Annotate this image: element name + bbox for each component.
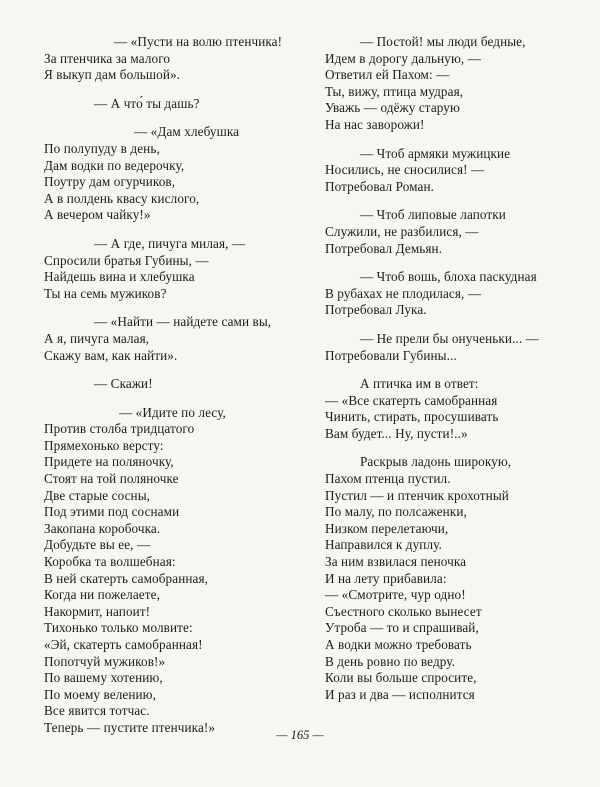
- verse-line: На нас заворожи!: [325, 116, 425, 132]
- verse-line: Добудьте вы ее, —: [44, 537, 151, 553]
- verse-line: Утроба — то и спрашивай,: [325, 620, 479, 636]
- verse-line: Все явится тотчас.: [44, 703, 150, 719]
- verse-line: Уважь — одёжу старую: [325, 100, 460, 116]
- verse-line: По малу, по полсаженки,: [325, 504, 467, 520]
- verse-line: Прямехонько версту:: [44, 437, 164, 453]
- verse-line: Съестного сколько вынесет: [325, 603, 482, 619]
- stanza: [44, 34, 294, 84]
- verse-line: Я выкуп дам большой».: [44, 67, 181, 83]
- verse-line: Идем в дорогу дальную, —: [325, 50, 482, 66]
- verse-line: Стоят на той поляночке: [44, 471, 179, 487]
- verse-line: Попотчуй мужиков!»: [44, 653, 166, 669]
- stanza: [325, 207, 565, 257]
- verse-line: — «Идите по лесу,: [119, 404, 226, 420]
- stanza: [44, 405, 294, 737]
- verse-line: Потребовали Губины...: [325, 347, 457, 363]
- verse-line: По моему велению,: [44, 686, 157, 702]
- page-number: — 165 —: [276, 728, 324, 742]
- verse-line: — «Все скатерть самобранная: [325, 392, 498, 408]
- verse-line: Две старые сосны,: [44, 487, 151, 503]
- verse-line: Придете на поляночку,: [44, 454, 174, 470]
- verse-line: Служили, не разбилися, —: [325, 223, 479, 239]
- verse-line: Теперь — пустите птенчика!»: [44, 719, 216, 735]
- verse-line: В день ровно по ведру.: [325, 653, 456, 669]
- verse-line: — Чтоб липовые лапотки: [360, 207, 506, 223]
- verse-line: — «Смотрите, чур одно!: [325, 587, 466, 603]
- verse-line: — А что́ ты дашь?: [94, 95, 200, 111]
- verse-line: — А где, пичуга милая, —: [94, 235, 246, 251]
- verse-line: Направился к дуплу.: [325, 537, 442, 553]
- verse-line: Чинить, стирать, просушивать: [325, 409, 499, 425]
- verse-line: Спросили братья Губины, —: [44, 252, 209, 268]
- stanza: [44, 96, 294, 113]
- verse-line: Потребовал Демьян.: [325, 240, 443, 256]
- left-text-column: [44, 34, 294, 749]
- verse-line: — Не прели бы онученьки... —: [360, 330, 539, 346]
- verse-line: В рубахах не плодилася, —: [325, 285, 482, 301]
- verse-line: Под этими под соснами: [44, 504, 180, 520]
- verse-line: Раскрыв ладонь широкую,: [360, 454, 512, 470]
- verse-line: В ней скатерть самобранная,: [44, 570, 209, 586]
- verse-line: — «Пусти на волю птенчика!: [114, 34, 283, 49]
- verse-line: — Чтоб вошь, блоха паскудная: [360, 269, 537, 285]
- stanza: [325, 34, 565, 134]
- verse-line: Тихонько только молвите:: [44, 620, 193, 636]
- verse-line: Носились, не сносилися! —: [325, 162, 485, 178]
- verse-line: Дам водки по ведерочку,: [44, 157, 185, 173]
- verse-line: За птенчика за малого: [44, 50, 171, 66]
- stanza: [325, 331, 565, 364]
- verse-line: Ты, вижу, птица мудрая,: [325, 83, 464, 99]
- verse-line: Поутру дам огурчиков,: [44, 174, 176, 190]
- verse-line: А птичка им в ответ:: [360, 376, 479, 392]
- stanza: [325, 146, 565, 196]
- verse-line: За ним взвилася пеночка: [325, 554, 467, 570]
- verse-line: По вашему хотению,: [44, 670, 163, 686]
- verse-line: — «Найти — найдете сами вы,: [94, 314, 272, 330]
- verse-line: Найдешь вина и хлебушка: [44, 269, 195, 285]
- verse-line: Потребовал Лука.: [325, 302, 427, 318]
- verse-line: — Скажи!: [94, 376, 153, 392]
- stanza: [44, 314, 294, 364]
- verse-line: Пахом птенца пустил.: [325, 471, 451, 487]
- verse-line: А вечером чайку!»: [44, 207, 151, 223]
- verse-line: «Эй, скатерть самобранная!: [44, 637, 203, 652]
- verse-line: Коробка та волшебная:: [44, 554, 176, 570]
- verse-line: Скажу вам, как найти».: [44, 347, 178, 363]
- verse-line: — Чтоб армяки мужицкие: [360, 145, 511, 161]
- stanza: [325, 376, 565, 442]
- verse-line: А я, пичуга малая,: [44, 330, 150, 346]
- verse-line: Потребовал Роман.: [325, 178, 435, 194]
- verse-line: Низком перелетаючи,: [325, 520, 449, 536]
- verse-line: Закопана коробочка.: [44, 520, 161, 536]
- verse-line: Когда ни пожелаете,: [44, 587, 160, 603]
- verse-line: Накормит, напоит!: [44, 603, 151, 619]
- stanza: [44, 376, 294, 393]
- verse-line: Ответил ей Пахом: —: [325, 67, 450, 83]
- stanza: [44, 236, 294, 302]
- verse-line: И раз и два — исполнится: [325, 686, 475, 702]
- verse-line: Против столба тридцатого: [44, 421, 195, 437]
- verse-line: — «Дам хлебушка: [134, 124, 240, 140]
- stanza: [325, 269, 565, 319]
- verse-line: А в полдень квасу кислого,: [44, 190, 200, 206]
- verse-line: Коли вы больше спросите,: [325, 670, 477, 686]
- stanza: [325, 454, 565, 703]
- stanza: [44, 124, 294, 224]
- verse-line: Пустил — и птенчик крохотный: [325, 487, 509, 503]
- verse-line: Вам будет... Ну, пусти!..»: [325, 425, 468, 441]
- verse-line: Ты на семь мужиков?: [44, 285, 167, 301]
- verse-line: А водки можно требовать: [325, 637, 472, 652]
- verse-line: По полупуду в день,: [44, 140, 160, 156]
- verse-line: И на лету прибавила:: [325, 570, 447, 586]
- verse-line: — Постой! мы люди бедные,: [360, 34, 526, 49]
- right-text-column: [325, 34, 565, 715]
